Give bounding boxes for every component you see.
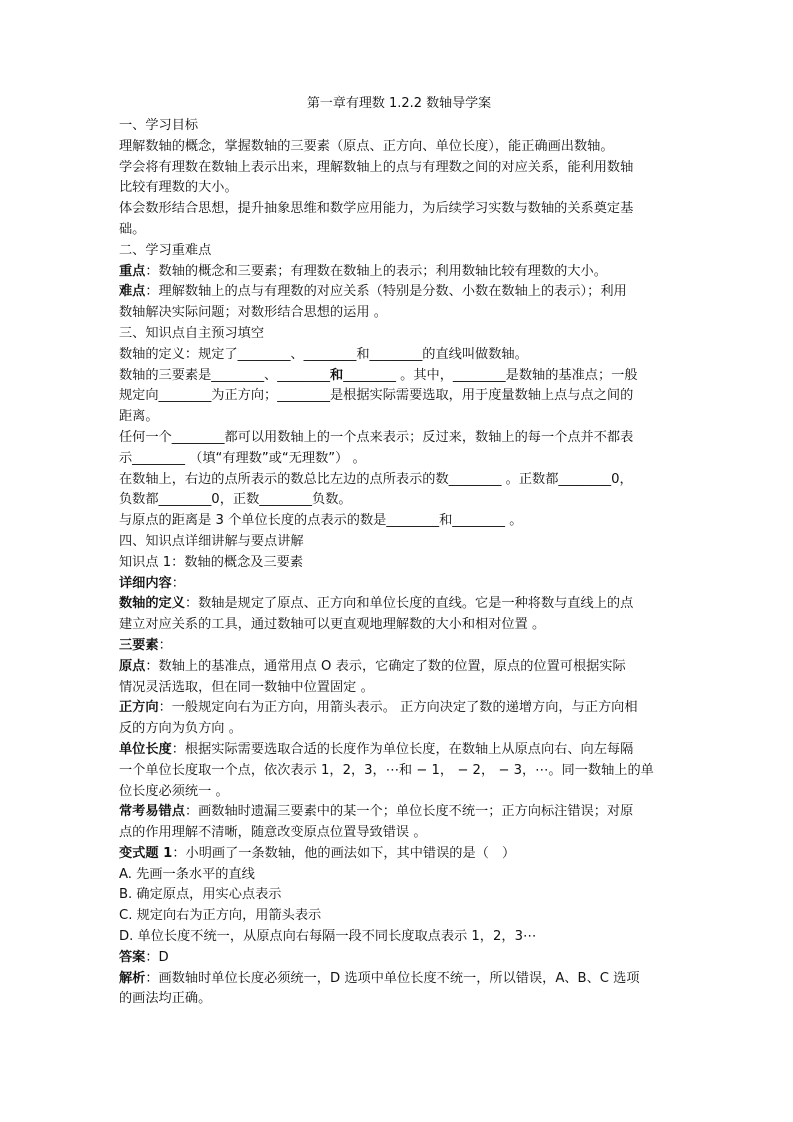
text-line [119,449,679,470]
text-run: 的画法均正确。 [119,991,212,1007]
text-run: 数轴的定义：规定了________、________和________的直线叫做数轴。 [119,346,528,362]
text-run: C. 规定向右为正方向，用箭头表示 [119,908,322,924]
document-page [119,93,679,1010]
text-run: 体会数形结合思想，提升抽象思维和数学应用能力，为后续学习实数与数轴的关系奠定基 [119,201,634,217]
text-run: 一、学习目标 [119,118,199,133]
text-line [119,969,679,990]
text-line [119,470,679,491]
text-run: 三、知识点自主预习填空 [119,325,265,341]
text-run: 负数都________0，正数________负数。 [119,492,352,508]
text-run: ________ 。其中，________是数轴的基准点；一般 [343,367,638,383]
bold-label: 三要素 [119,637,159,653]
text-line [119,719,679,740]
text-run: 距离。 [119,409,159,425]
text-line [119,241,679,262]
bold-label: 单位长度 [119,741,172,757]
text-line [119,324,679,345]
text-run: A. 先画一条水平的直线 [119,866,255,882]
text-line [119,927,679,948]
bold-label: 难点 [119,284,146,300]
text-line [119,989,679,1010]
text-line [119,137,679,158]
text-run: 建立对应关系的工具，通过数轴可以更直观地理解数的大小和相对位置 。 [119,617,546,633]
text-run: ：小明画了一条数轴，他的画法如下，其中错误的是（ ） [172,845,516,861]
text-run: B. 确定原点，用实心点表示 [119,887,282,903]
text-line [119,678,679,699]
text-line [119,262,679,283]
text-line [119,158,679,179]
text-line [119,386,679,407]
text-line [119,823,679,844]
text-run: 与原点的距离是 3 个单位长度的点表示的数是________和________ 。 [119,513,523,529]
text-line [119,802,679,823]
text-run: 二、学习重难点 [119,242,212,258]
text-line [119,366,679,387]
bold-label: 重点 [119,263,146,279]
text-line [119,615,679,636]
text-line [119,282,679,303]
text-run: ：D [145,949,169,965]
text-run: ：数轴上的基准点，通常用点 O 表示，它确定了数的位置，原点的位置可根据实际 [145,658,626,674]
text-run: ： [158,637,172,653]
bold-label: 原点 [119,658,146,674]
text-line [119,740,679,761]
text-line [119,657,679,678]
text-line [119,636,679,657]
text-line [119,865,679,886]
text-run: 点的作用理解不清晰，随意改变原点位置导致错误 。 [119,825,427,841]
bold-label: 和 [330,367,344,383]
text-run: 任何一个________都可以用数轴上的一个点来表示；反过来，数轴上的每一个点并不都表 [119,429,634,445]
text-line [119,844,679,865]
text-run: 规定向________为正方向；________是根据实际需要选取，用于度量数轴上点与点之间的 [119,388,634,404]
document-body [119,116,679,1010]
text-line [119,199,679,220]
text-run: 反的方向为负方向 。 [119,721,242,737]
text-run: 比较有理数的大小。 [119,180,238,196]
text-line [119,511,679,532]
text-line [119,428,679,449]
text-run: 示________ （填“有理数”或“无理数”） 。 [119,450,366,466]
text-run: 理解数轴的概念，掌握数轴的三要素（原点、正方向、单位长度），能正确画出数轴。 [119,138,614,154]
text-line [119,303,679,324]
text-line [119,761,679,782]
bold-label: 常考易错点 [119,804,185,820]
text-run: 一个单位长度取一个点，依次表示 1，2，3，⋯和 − 1， − 2， − 3，⋯。同一数轴上的单 [119,762,654,778]
text-line [119,698,679,719]
text-run: ：数轴是规定了原点、正方向和单位长度的直线。它是一种将数与直线上的点 [184,596,634,612]
bold-label: 解析 [119,970,146,986]
text-line [119,345,679,366]
text-line [119,178,679,199]
text-run: D. 单位长度不统一，从原点向右每隔一段不同长度取点表示 1，2，3⋯ [119,929,537,945]
text-line [119,574,679,595]
text-line [119,948,679,969]
bold-label: 变式题 1 [119,845,173,861]
document-title: 第一章有理数 1.2.2 数轴导学案 [306,96,492,111]
text-run: ：画数轴时单位长度必须统一，D 选项中单位长度不统一，所以错误，A、B、C 选项 [145,970,640,986]
text-run: ：根据实际需要选取合适的长度作为单位长度，在数轴上从原点向右、向左每隔 [171,741,634,757]
text-run: ：画数轴时遗漏三要素中的某一个；单位长度不统一；正方向标注错误；对原 [184,804,634,820]
text-line [119,906,679,927]
bold-label: 正方向 [119,700,159,716]
text-line [119,116,679,137]
text-run: 位长度必须统一 。 [119,783,229,799]
text-line [119,553,679,574]
text-run: 数轴解决实际问题；对数形结合思想的运用 。 [119,305,387,321]
text-line [119,532,679,553]
text-run: 础。 [119,221,146,237]
text-run: 知识点 1：数轴的概念及三要素 [119,554,304,570]
bold-label: 数轴的定义 [119,596,185,612]
text-line [119,220,679,241]
text-run: 四、知识点详细讲解与要点讲解 [119,533,304,549]
text-line [119,594,679,615]
bold-label: 详细内容 [119,575,172,591]
text-run: 数轴的三要素是________、________ [119,367,330,383]
text-run: 学会将有理数在数轴上表示出来，理解数轴上的点与有理数之间的对应关系，能利用数轴 [119,159,634,175]
text-run: ：一般规定向右为正方向，用箭头表示。 正方向决定了数的递增方向，与正方向相 [158,700,638,716]
text-line [119,490,679,511]
text-run: 在数轴上，右边的点所表示的数总比左边的点所表示的数________ 。正数都________0， [119,471,633,487]
text-line [119,407,679,428]
text-run: ：数轴的概念和三要素；有理数在数轴上的表示；利用数轴比较有理数的大小。 [145,263,607,279]
text-run: ：理解数轴上的点与有理数的对应关系（特别是分数、小数在数轴上的表示）；利用 [145,284,627,300]
text-line [119,782,679,803]
text-run: 情况灵活选取，但在同一数轴中位置固定 。 [119,679,374,695]
bold-label: 答案 [119,949,146,965]
text-run: ： [171,575,185,591]
text-line [119,885,679,906]
